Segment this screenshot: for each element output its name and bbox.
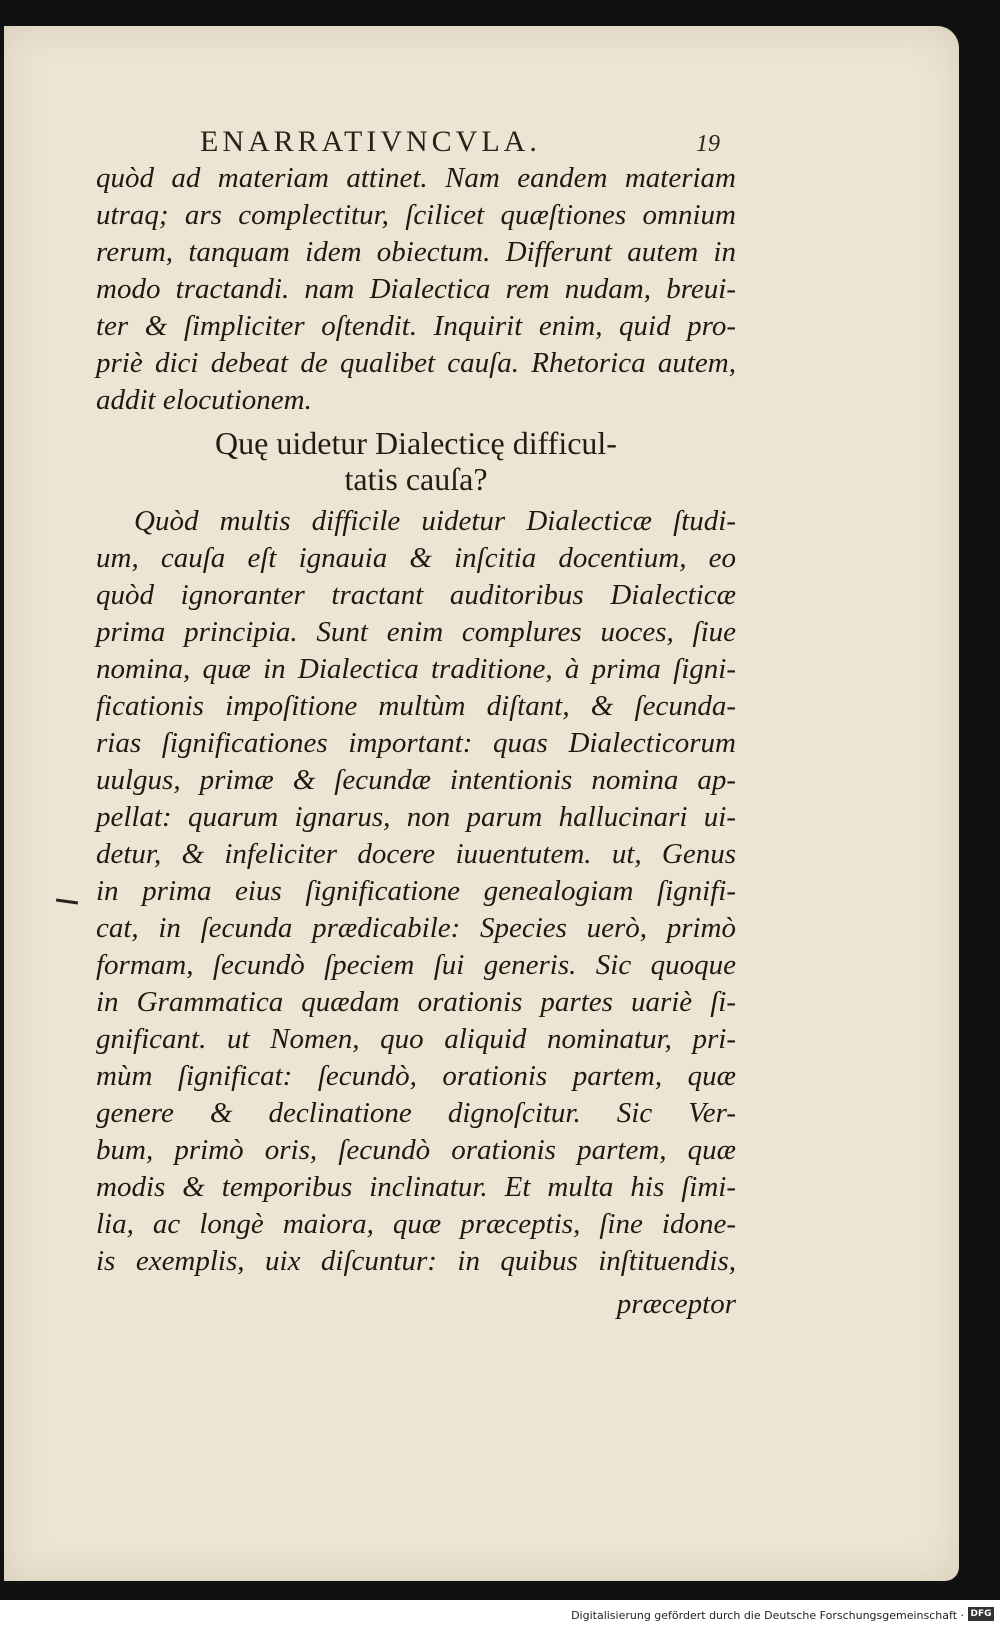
- text-line: genere & declinatione dignoſcitur. Sic Ver-: [96, 1097, 736, 1129]
- text-line: ter & ſimpliciter oſtendit. Inquirit enim, quid pro-: [96, 310, 736, 342]
- text-line: ficationis impoſitione multùm diſtant, & ſecunda-: [96, 690, 736, 722]
- heading-line: tatis cauſa?: [344, 461, 488, 497]
- text-line: modis & temporibus inclinatur. Et multa his ſimi-: [96, 1171, 736, 1203]
- digitization-credit: Digitalisierung gefördert durch die Deutsche Forschungsgemeinschaft ·: [571, 1609, 964, 1622]
- text-line: gnificant. ut Nomen, quo aliquid nominatur, pri-: [96, 1023, 736, 1055]
- paragraph-one: [96, 160, 736, 419]
- text-line: Quòd multis difficile uidetur Dialecticæ ſtudi-: [134, 505, 736, 537]
- text-line: in Grammatica quædam orationis partes uariè ſi-: [96, 986, 736, 1018]
- section-heading: [96, 425, 736, 497]
- text-line: utraq; ars complectitur, ſcilicet quæſtiones omnium: [96, 199, 736, 231]
- marginal-mark: [56, 898, 78, 904]
- text-line: um, cauſa eſt ignauia & inſcitia docentium, eo: [96, 542, 736, 574]
- text-line: uulgus, primæ & ſecundæ intentionis nomina ap-: [96, 764, 736, 796]
- text-line: bum, primò oris, ſecundò orationis partem, quæ: [96, 1134, 736, 1166]
- text-line: rerum, tanquam idem obiectum. Differunt autem in: [96, 236, 736, 268]
- text-line: is exemplis, uix diſcuntur: in quibus inſtituendis,: [96, 1245, 736, 1277]
- running-head: ENARRATIVNCVLA.: [200, 125, 541, 158]
- catchword: præceptor: [616, 1288, 736, 1320]
- text-line: in prima eius ſignificatione genealogiam ſignifi-: [96, 875, 736, 907]
- text-line: detur, & infeliciter docere iuuentutem. ut, Genus: [96, 838, 736, 870]
- text-line: quòd ignoranter tractant auditoribus Dialecticæ: [96, 579, 736, 611]
- page-number: 19: [696, 131, 720, 157]
- dfg-logo: DFG: [968, 1607, 994, 1621]
- text-line: nomina, quæ in Dialectica traditione, à prima ſigni-: [96, 653, 736, 685]
- text-line: pellat: quarum ignarus, non parum hallucinari ui-: [96, 801, 736, 833]
- text-line: rias ſignificationes important: quas Dialecticorum: [96, 727, 736, 759]
- text-line: modo tractandi. nam Dialectica rem nudam, breui-: [96, 273, 736, 305]
- text-line: mùm ſignificat: ſecundò, orationis partem, quæ: [96, 1060, 736, 1092]
- text-line: addit elocutionem.: [96, 384, 312, 416]
- text-line: cat, in ſecunda prædicabile: Species uerò, primò: [96, 912, 736, 944]
- text-line: priè dici debeat de qualibet cauſa. Rhetorica autem,: [96, 347, 736, 379]
- page-header: [200, 125, 720, 159]
- text-line: quòd ad materiam attinet. Nam eandem materiam: [96, 162, 736, 194]
- text-line: lia, ac longè maiora, quæ præceptis, ſine idone-: [96, 1208, 736, 1240]
- text-line: prima principia. Sunt enim complures uoces, ſiue: [96, 616, 736, 648]
- paragraph-two: [96, 503, 736, 1280]
- body-text: [96, 160, 736, 1323]
- heading-line: Quę uidetur Dialecticę difficul-: [215, 425, 617, 461]
- text-line: formam, ſecundò ſpeciem ſui generis. Sic quoque: [96, 949, 736, 981]
